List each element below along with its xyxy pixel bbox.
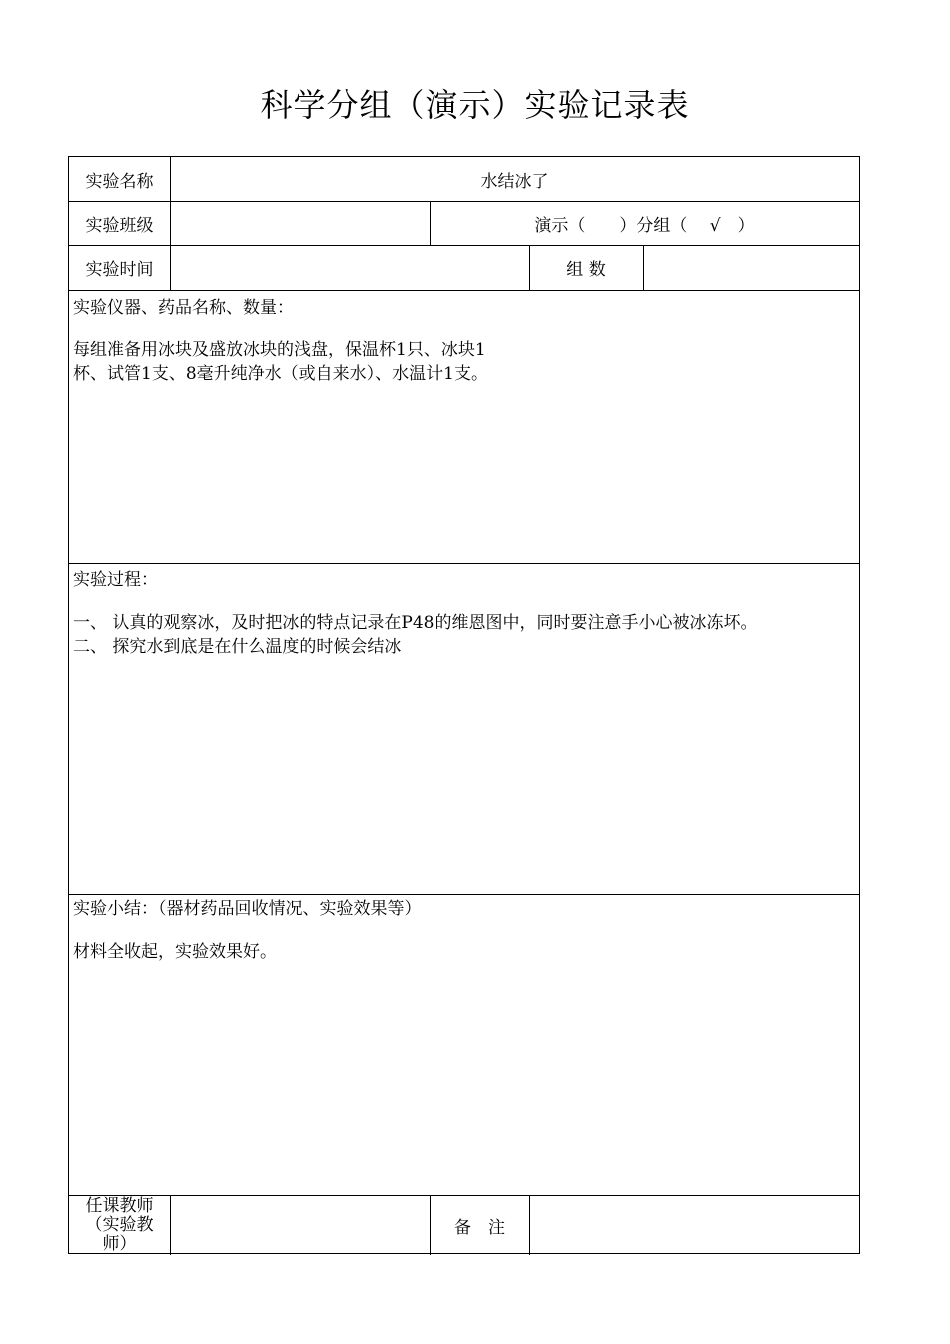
row-divider bbox=[69, 290, 859, 291]
process-heading: 实验过程： bbox=[73, 570, 158, 590]
row-divider bbox=[69, 563, 859, 564]
experiment-name-value[interactable]: 水结冰了 bbox=[480, 171, 549, 192]
group-count-value[interactable] bbox=[643, 245, 859, 290]
equipment-heading: 实验仪器、药品名称、数量： bbox=[73, 298, 294, 318]
process-step-2[interactable]: 二、 探究水到底是在什么温度的时候会结冰 bbox=[73, 637, 402, 657]
equipment-body[interactable]: 每组准备用冰块及盛放冰块的浅盘，保温杯1只、冰块1 杯、试管1支、8毫升纯净水（或自来水）、水温计1支。 bbox=[73, 340, 488, 384]
experiment-time-label: 实验时间 bbox=[85, 260, 154, 280]
experiment-class-label: 实验班级 bbox=[85, 215, 154, 236]
summary-body[interactable]: 材料全收起，实验效果好。 bbox=[73, 942, 277, 962]
teacher-label: 任课教师（实验教师） bbox=[85, 1195, 154, 1254]
remark-value[interactable] bbox=[529, 1195, 859, 1255]
experiment-class-value[interactable] bbox=[170, 201, 430, 245]
group-count-label: 组 数 bbox=[566, 260, 606, 280]
process-step-1[interactable]: 一、 认真的观察冰，及时把冰的特点记录在P48的维恩图中，同时要注意手小心被冰冻坏。 bbox=[73, 613, 758, 633]
experiment-mode-selector[interactable]: 演示（ ）分组（ √ ） bbox=[534, 215, 755, 236]
remark-label: 备 注 bbox=[454, 1217, 505, 1238]
page-title: 科学分组（演示）实验记录表 bbox=[260, 86, 690, 124]
teacher-value[interactable] bbox=[170, 1195, 430, 1255]
summary-heading: 实验小结：（器材药品回收情况、实验效果等） bbox=[73, 899, 422, 919]
experiment-time-value[interactable] bbox=[170, 245, 529, 290]
experiment-name-label: 实验名称 bbox=[85, 171, 154, 192]
record-form bbox=[68, 156, 860, 1254]
